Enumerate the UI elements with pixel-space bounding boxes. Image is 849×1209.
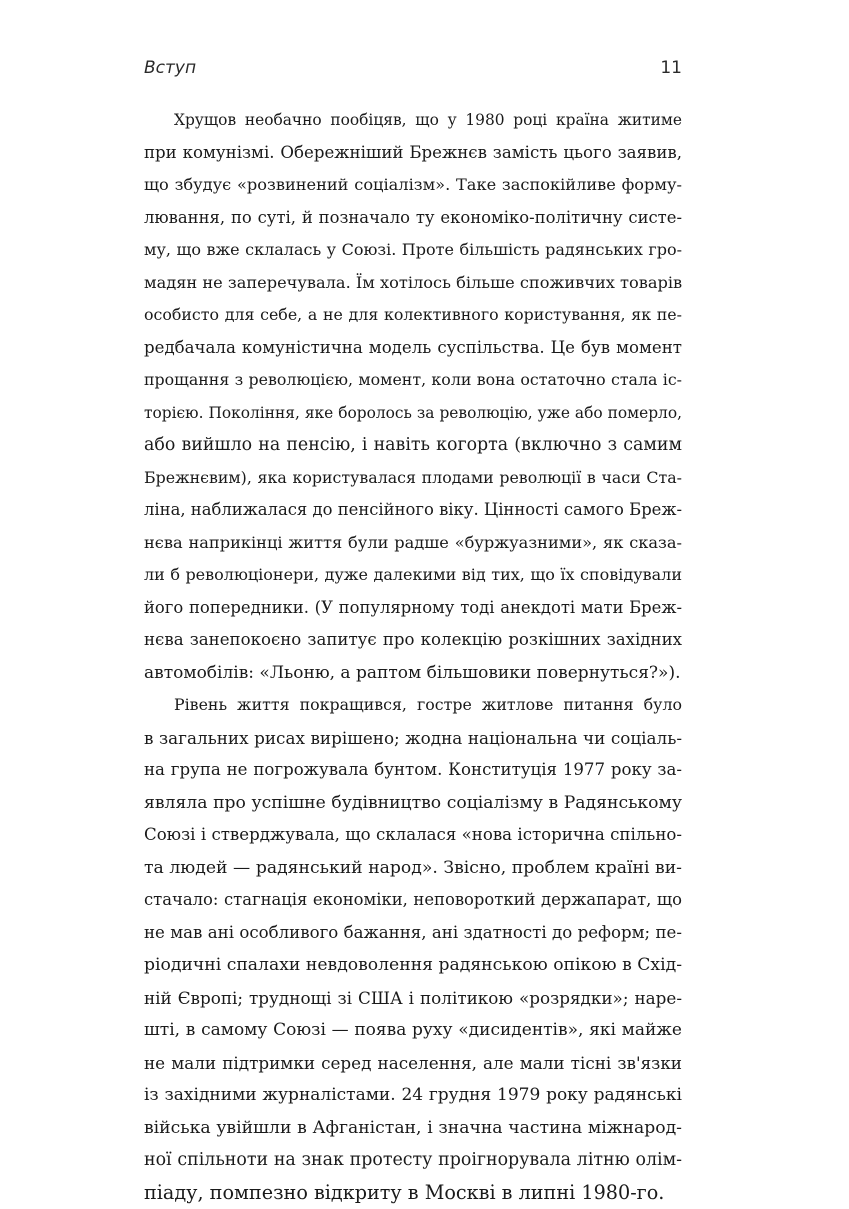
text-line: ли б революціонери, дуже далекими від тих, що їх сповідували xyxy=(144,559,682,592)
text-line: Брежнєвим), яка користувалася плодами революції в часи Ста- xyxy=(144,462,682,495)
paragraph-1 xyxy=(144,104,682,689)
text-line: лювання, по суті, й позначало ту економіко-політичну систе- xyxy=(144,202,682,235)
text-line: шті, в самому Союзі — поява руху «дисидентів», які майже xyxy=(144,1014,682,1047)
text-line: або вийшло на пенсію, і навіть когорта (включно з самим xyxy=(144,429,682,462)
text-line: піаду, помпезно відкриту в Москві в липні 1980-го. xyxy=(144,1177,682,1209)
text-line: ній Європі; труднощі зі США і політикою «розрядки»; наре- xyxy=(144,982,682,1015)
text-line: нєва наприкінці життя були радше «буржуазними», як сказа- xyxy=(144,527,682,560)
body-text xyxy=(144,104,682,1209)
text-line: торією. Покоління, яке боролось за революцію, уже або померло, xyxy=(144,397,682,430)
text-line: Союзі і стверджувала, що склалася «нова історична спільно- xyxy=(144,819,682,852)
text-line: мадян не заперечувала. Їм хотілось більше споживчих товарів xyxy=(144,267,682,300)
text-line: при комунізмі. Обережніший Брежнєв замість цього заявив, xyxy=(144,137,682,170)
text-line: Хрущов необачно пообіцяв, що у 1980 році країна житиме xyxy=(144,104,682,137)
text-line: його попередники. (У популярному тоді анекдоті мати Бреж- xyxy=(144,592,682,625)
text-line: прощання з революцією, момент, коли вона остаточно стала іс- xyxy=(144,364,682,397)
text-line: та людей — радянський народ». Звісно, проблем країні ви- xyxy=(144,852,682,885)
running-head: Вступ xyxy=(144,58,196,78)
text-line: редбачала комуністична модель суспільства. Це був момент xyxy=(144,332,682,365)
paragraph-2 xyxy=(144,689,682,1209)
text-line: му, що вже склалась у Союзі. Проте більшість радянських гро- xyxy=(144,234,682,267)
text-line: нєва занепокоєно запитує про колекцію розкішних західних xyxy=(144,624,682,657)
text-line: ної спільноти на знак протесту проігнорувала літню олім- xyxy=(144,1144,682,1177)
text-line: стачало: стагнація економіки, неповороткий держапарат, що xyxy=(144,884,682,917)
text-line: війська увійшли в Афганістан, і значна частина міжнарод- xyxy=(144,1112,682,1145)
text-line: Рівень життя покращився, гостре житлове питання було xyxy=(144,689,682,722)
text-line: на група не погрожувала бунтом. Конституція 1977 року за- xyxy=(144,754,682,787)
text-line: не мав ані особливого бажання, ані здатності до реформ; пе- xyxy=(144,917,682,950)
text-line: ріодичні спалахи невдоволення радянською опікою в Схід- xyxy=(144,949,682,982)
page-header xyxy=(144,58,682,88)
text-line: із західними журналістами. 24 грудня 1979 року радянські xyxy=(144,1079,682,1112)
text-line: особисто для себе, а не для колективного користування, як пе- xyxy=(144,299,682,332)
text-line: не мали підтримки серед населення, але мали тісні зв'язки xyxy=(144,1047,682,1080)
text-line: в загальних рисах вирішено; жодна національна чи соціаль- xyxy=(144,722,682,755)
text-line: що збудує «розвинений соціалізм». Таке заспокійливе форму- xyxy=(144,169,682,202)
page-number: 11 xyxy=(660,58,682,78)
text-line: автомобілів: «Льоню, а раптом більшовики повернуться?»). xyxy=(144,657,682,690)
text-line: являла про успішне будівництво соціалізму в Радянському xyxy=(144,787,682,820)
text-line: ліна, наближалася до пенсійного віку. Цінності самого Бреж- xyxy=(144,494,682,527)
